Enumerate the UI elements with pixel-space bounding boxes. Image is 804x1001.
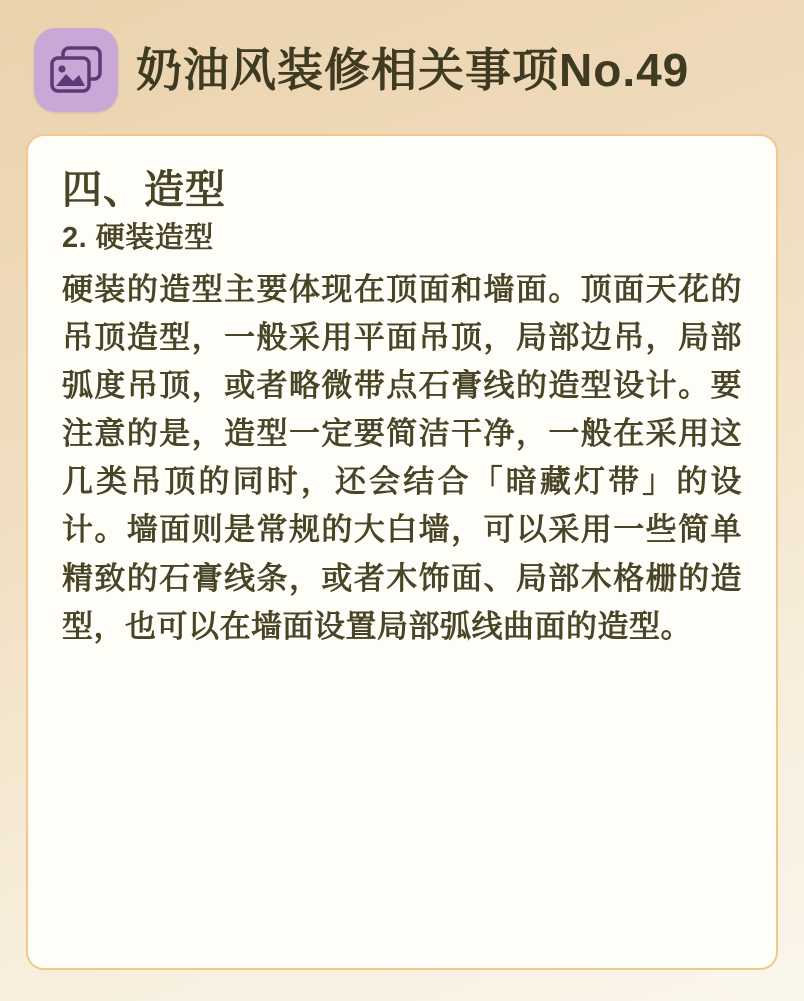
sub-section-title: 2. 硬装造型	[62, 222, 214, 254]
section-title: 四、造型	[62, 168, 226, 212]
poster-header	[26, 18, 778, 122]
image-photo-icon	[49, 45, 103, 95]
logo-badge	[34, 28, 118, 112]
content-card	[26, 134, 778, 970]
page-title-number: No.49	[559, 44, 690, 96]
page-title-main: 奶油风装修相关事项	[136, 44, 559, 96]
page-title	[136, 44, 690, 96]
body-paragraph: 硬装的造型主要体现在顶面和墙面。顶面天花的吊顶造型，一般采用平面吊顶，局部边吊，局部弧度吊顶，或者略微带点石膏线的造型设计。要注意的是，造型一定要简洁干净，一般在采用这几类吊顶的同时，还会结合「暗藏灯带」的设计。墙面则是常规的大白墙，可以采用一些简单精致的石膏线条，或者木饰面、局部木格栅的造型，也可以在墙面设置局部弧线曲面的造型。	[62, 272, 742, 644]
